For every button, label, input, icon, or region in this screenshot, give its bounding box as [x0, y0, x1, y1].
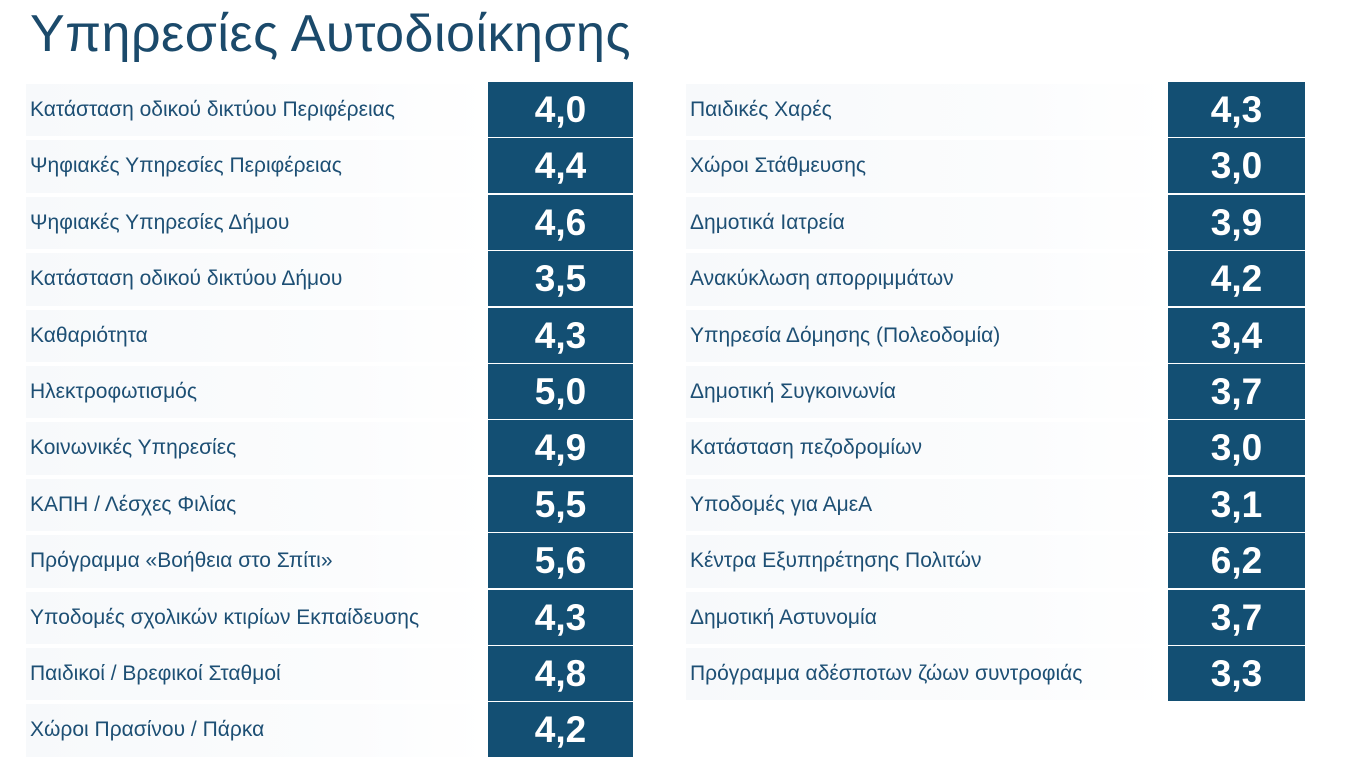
score-value: 4,6 [488, 195, 633, 250]
row-label: Κατάσταση πεζοδρομίων [690, 436, 922, 460]
score-value: 5,6 [488, 533, 633, 588]
score-value: 3,3 [1168, 646, 1305, 701]
row-label: Δημοτική Συγκοινωνία [690, 379, 896, 403]
score-value: 3,7 [1168, 590, 1305, 645]
score-value: 3,9 [1168, 195, 1305, 250]
score-value: 4,3 [488, 590, 633, 645]
row-label: Κατάσταση οδικού δικτύου Δήμου [30, 267, 343, 291]
row-label: Δημοτική Αστυνομία [690, 605, 877, 629]
score-value: 3,4 [1168, 308, 1305, 363]
score-value: 5,0 [488, 364, 633, 419]
score-value: 3,7 [1168, 364, 1305, 419]
row-label: Υπηρεσία Δόμησης (Πολεοδομία) [690, 323, 1001, 347]
row-label: Κοινωνικές Υπηρεσίες [30, 436, 237, 460]
row-label: Ηλεκτροφωτισμός [30, 379, 197, 403]
score-value: 4,2 [488, 702, 633, 757]
score-value: 3,0 [1168, 138, 1305, 193]
row-label: Παιδικοί / Βρεφικοί Σταθμοί [30, 661, 281, 685]
row-label: Ανακύκλωση απορριμμάτων [690, 267, 954, 291]
score-value: 6,2 [1168, 533, 1305, 588]
score-value: 3,5 [488, 251, 633, 306]
row-label: Υποδομές σχολικών κτιρίων Εκπαίδευσης [30, 605, 420, 629]
score-value: 4,8 [488, 646, 633, 701]
row-label: Καθαριότητα [30, 323, 148, 347]
row-label: Ψηφιακές Υπηρεσίες Περιφέρειας [30, 154, 342, 178]
chart-title: Υπηρεσίες Αυτοδιοίκησης [30, 5, 632, 63]
row-label: Δημοτικά Ιατρεία [690, 210, 845, 234]
row-label: Κέντρα Εξυπηρέτησης Πολιτών [690, 549, 982, 573]
score-value: 3,0 [1168, 420, 1305, 475]
score-value: 4,4 [488, 138, 633, 193]
score-value: 4,3 [1168, 82, 1305, 137]
row-label: ΚΑΠΗ / Λέσχες Φιλίας [30, 492, 237, 516]
row-label: Χώροι Στάθμευσης [690, 154, 867, 178]
row-label: Κατάσταση οδικού δικτύου Περιφέρειας [30, 98, 395, 121]
score-value: 4,0 [488, 82, 633, 137]
row-label: Παιδικές Χαρές [690, 98, 832, 121]
score-value: 5,5 [488, 477, 633, 532]
row-label: Υποδομές για ΑμεΑ [690, 492, 873, 516]
row-label: Πρόγραμμα αδέσποτων ζώων συντροφιάς [690, 661, 1083, 685]
score-value: 4,3 [488, 308, 633, 363]
score-value: 4,2 [1168, 251, 1305, 306]
row-label: Χώροι Πρασίνου / Πάρκα [30, 718, 265, 742]
row-label: Πρόγραμμα «Βοήθεια στο Σπίτι» [30, 549, 333, 573]
score-value: 4,9 [488, 420, 633, 475]
score-value: 3,1 [1168, 477, 1305, 532]
row-label: Ψηφιακές Υπηρεσίες Δήμου [30, 210, 290, 234]
